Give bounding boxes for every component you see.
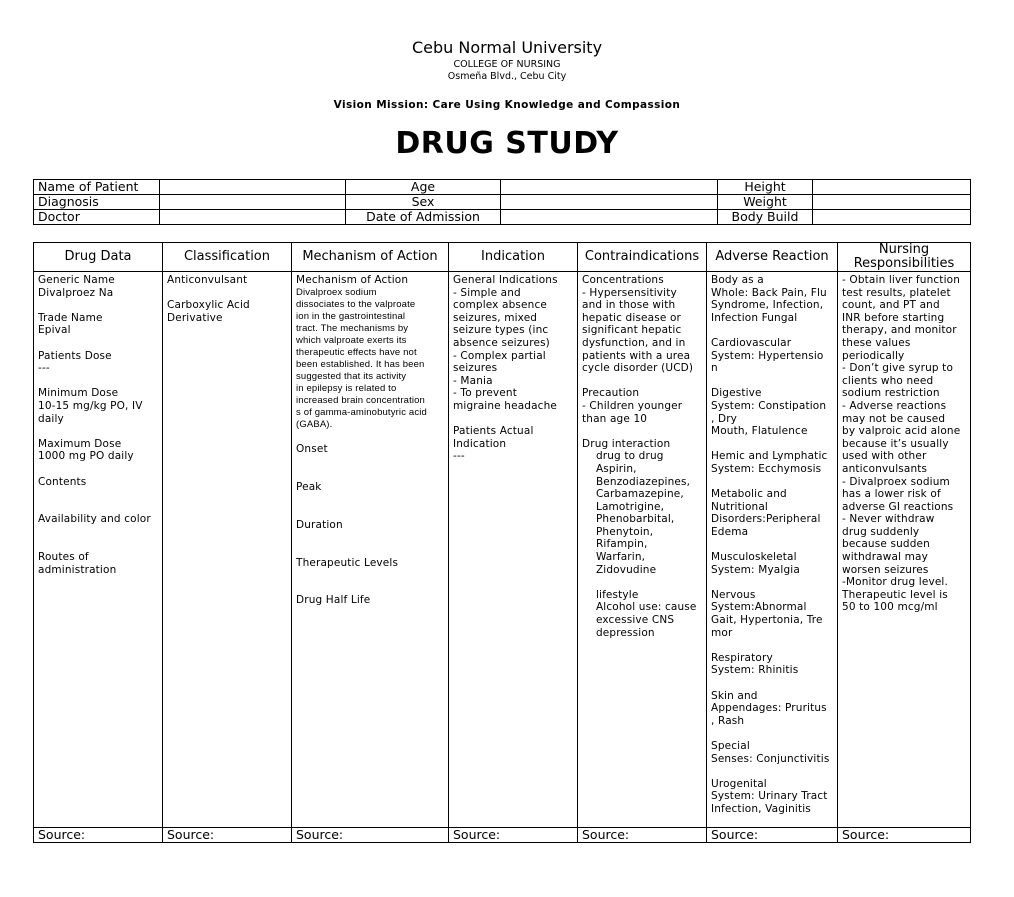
- weight-field[interactable]: [813, 195, 971, 210]
- column-header-mechanism: Mechanism of Action: [292, 243, 449, 272]
- cell-line: these values: [842, 336, 911, 349]
- body-build-field[interactable]: [813, 210, 971, 225]
- cell-line: in epilepsy is related to: [296, 382, 397, 394]
- height-label: Height: [718, 180, 813, 195]
- cell-line: periodically: [842, 349, 905, 362]
- cell-line: 10-15 mg/kg PO, IV: [38, 399, 143, 412]
- cell-line: therapeutic effects have not: [296, 346, 417, 358]
- cell-line: Cardiovascular: [711, 336, 792, 349]
- cell-line: Whole: Back Pain, Flu: [711, 286, 827, 299]
- cell-line: Anticonvulsant: [167, 274, 248, 286]
- cell-line: Divalproex sodium: [296, 286, 377, 298]
- cell-line: lifestyle: [582, 588, 639, 601]
- cell-line: Nutritional: [711, 500, 768, 513]
- cell-line: - Don’t give syrup to: [842, 362, 954, 375]
- cell-line: Aspirin,: [582, 462, 637, 475]
- cell-line: worsen seizures: [842, 563, 929, 576]
- cell-line: Urogenital: [711, 777, 767, 790]
- sex-field[interactable]: [501, 195, 718, 210]
- cell-line: clients who need: [842, 374, 934, 387]
- cell-line: - Simple and: [453, 286, 521, 299]
- cell-line: System: Ecchymosis: [711, 462, 822, 475]
- diagnosis-field[interactable]: [160, 195, 346, 210]
- cell-line: Lamotrigine,: [582, 500, 665, 513]
- cell-line: absence seizures): [453, 336, 550, 349]
- classification-cell[interactable]: [163, 272, 292, 828]
- cell-line: Phenytoin,: [582, 525, 654, 538]
- cell-line: administration: [38, 563, 117, 576]
- cell-line: Nervous: [711, 588, 756, 601]
- drug-data-cell[interactable]: [34, 272, 163, 828]
- cell-line: Trade Name: [38, 311, 103, 324]
- cell-line: Mouth, Flatulence: [711, 425, 808, 438]
- column-header-adverse-reaction: Adverse Reaction: [707, 243, 838, 272]
- cell-line: Infection Fungal: [711, 311, 798, 324]
- cell-line: Special: [711, 739, 750, 752]
- cell-line: increased brain concentration: [296, 394, 425, 406]
- cell-line: -Monitor drug level.: [842, 576, 948, 589]
- cell-line: Epival: [38, 324, 71, 337]
- cell-line: s of gamma-aminobutyric acid: [296, 406, 427, 418]
- page-title: DRUG STUDY: [395, 126, 619, 161]
- cell-line: - Obtain liver function: [842, 274, 961, 286]
- cell-line: seizures, mixed: [453, 311, 538, 324]
- column-header-nursing: Nursing Responsibilities: [838, 243, 971, 272]
- cell-line: migraine headache: [453, 399, 558, 412]
- cell-line: mor: [711, 626, 733, 639]
- cell-line: count, and PT and: [842, 299, 940, 312]
- cell-line: because it’s usually: [842, 437, 949, 450]
- cell-line: Digestive: [711, 387, 762, 400]
- cell-line: Benzodiazepines,: [582, 475, 691, 488]
- cell-line: been established. It has been: [296, 358, 425, 370]
- source-classification: Source:: [163, 828, 292, 843]
- cell-line: Therapeutic Levels: [296, 556, 399, 569]
- cell-line: which valproate exerts its: [296, 334, 407, 346]
- cell-line: [38, 425, 158, 438]
- contraindications-cell[interactable]: [578, 272, 707, 828]
- cell-line: - Mania: [453, 374, 493, 387]
- date-of-admission-label: Date of Admission: [346, 210, 501, 225]
- cell-line: [296, 494, 444, 507]
- cell-line: ion in the gastrointestinal: [296, 310, 406, 322]
- doctor-label: Doctor: [34, 210, 160, 225]
- mechanism-cell[interactable]: [292, 272, 449, 828]
- cell-line: may not be caused: [842, 412, 946, 425]
- cell-line: Generic Name: [38, 274, 115, 286]
- cell-line: [711, 727, 833, 740]
- cell-line: than age 10: [582, 412, 648, 425]
- cell-line: daily: [38, 412, 64, 425]
- cell-line: [296, 468, 444, 481]
- cell-line: drug suddenly: [842, 525, 920, 538]
- age-label: Age: [346, 180, 501, 195]
- cell-line: INR before starting: [842, 311, 945, 324]
- cell-line: and in those with: [582, 299, 676, 312]
- cell-line: Mechanism of Action: [296, 274, 409, 286]
- cell-line: Divalproez Na: [38, 286, 114, 299]
- patient-info-table: [33, 179, 971, 225]
- cell-line: [38, 337, 158, 350]
- cell-line: [582, 576, 702, 589]
- cell-line: [296, 531, 444, 544]
- cell-line: [296, 506, 444, 519]
- cell-line: Drug interaction: [582, 437, 671, 450]
- cell-line: Minimum Dose: [38, 387, 119, 400]
- weight-label: Weight: [718, 195, 813, 210]
- cell-line: System: Myalgia: [711, 563, 800, 576]
- cell-line: [711, 639, 833, 652]
- adverse-reaction-cell[interactable]: [707, 272, 838, 828]
- cell-line: adverse GI reactions: [842, 500, 954, 513]
- cell-line: Body as a: [711, 274, 764, 286]
- cell-line: Duration: [296, 518, 343, 531]
- cell-line: Carbamazepine,: [582, 488, 684, 501]
- cell-line: Maximum Dose: [38, 437, 122, 450]
- column-header-classification: Classification: [163, 243, 292, 272]
- cell-line: [296, 431, 444, 444]
- sex-label: Sex: [346, 195, 501, 210]
- cell-line: [38, 538, 158, 551]
- column-header-drug-data: Drug Data: [34, 243, 163, 272]
- cell-line: [38, 526, 158, 539]
- cell-line: General Indications: [453, 274, 558, 286]
- cell-line: Indication: [453, 437, 507, 450]
- cell-line: - Complex partial: [453, 349, 546, 362]
- cell-line: [711, 438, 833, 451]
- source-contraindications: Source:: [578, 828, 707, 843]
- doctor-field[interactable]: [160, 210, 346, 225]
- cell-line: dissociates to the valproate: [296, 298, 416, 310]
- cell-line: Patients Actual: [453, 425, 534, 438]
- column-header-indication: Indication: [449, 243, 578, 272]
- indication-cell[interactable]: [449, 272, 578, 828]
- cell-line: patients with a urea: [582, 349, 691, 362]
- university-name: Cebu Normal University: [411, 38, 603, 57]
- diagnosis-label: Diagnosis: [34, 195, 160, 210]
- cell-line: System:Abnormal: [711, 601, 807, 614]
- cell-line: [711, 375, 833, 388]
- cell-line: has a lower risk of: [842, 488, 941, 501]
- cell-line: Respiratory: [711, 651, 773, 664]
- cell-line: [582, 375, 702, 388]
- cell-line: anticonvulsants: [842, 462, 928, 475]
- cell-line: - Children younger: [582, 399, 683, 412]
- cell-line: [711, 324, 833, 337]
- cell-line: [711, 476, 833, 489]
- cell-line: Peak: [296, 480, 322, 493]
- cell-line: Therapeutic level is: [842, 588, 948, 601]
- address: Osmeña Blvd., Cebu City: [447, 71, 567, 82]
- age-field[interactable]: [501, 180, 718, 195]
- cell-line: Phenobarbital,: [582, 513, 675, 526]
- cell-line: Disorders:Peripheral: [711, 513, 821, 526]
- cell-line: ---: [38, 362, 50, 375]
- cell-line: , Dry: [711, 412, 738, 425]
- cell-line: [38, 501, 158, 514]
- cell-line: withdrawal may: [842, 551, 928, 564]
- cell-line: Rifampin,: [582, 538, 648, 551]
- cell-line: Zidovudine: [582, 563, 657, 576]
- column-header-contraindications: Contraindications: [578, 243, 707, 272]
- cell-line: 1000 mg PO daily: [38, 450, 134, 463]
- cell-line: [38, 488, 158, 501]
- cell-line: (GABA).: [296, 418, 333, 430]
- cell-line: [296, 582, 444, 595]
- cell-line: test results, platelet: [842, 286, 951, 299]
- cell-line: seizures: [453, 362, 498, 375]
- cell-line: Contents: [38, 475, 87, 488]
- cell-line: Gait, Hypertonia, Tre: [711, 614, 823, 627]
- source-drug-data: Source:: [34, 828, 163, 843]
- cell-line: Syndrome, Infection,: [711, 299, 824, 312]
- cell-line: Alcohol use: cause: [582, 601, 697, 614]
- cell-line: [296, 456, 444, 469]
- cell-line: , Rash: [711, 714, 745, 727]
- source-indication: Source:: [449, 828, 578, 843]
- cell-line: by valproic acid alone: [842, 425, 961, 438]
- source-adverse-reaction: Source:: [707, 828, 838, 843]
- cell-line: - Never withdraw: [842, 513, 935, 526]
- cell-line: [711, 765, 833, 778]
- cell-line: 50 to 100 mcg/ml: [842, 601, 938, 614]
- cell-line: dysfunction, and in: [582, 336, 686, 349]
- cell-line: System: Rhinitis: [711, 664, 799, 677]
- cell-line: [296, 569, 444, 582]
- cell-line: depression: [582, 626, 655, 639]
- cell-line: tract. The mechanisms by: [296, 322, 409, 334]
- cell-line: Warfarin,: [582, 551, 646, 564]
- cell-line: System: Hypertensio: [711, 349, 824, 362]
- name-of-patient-label: Name of Patient: [34, 180, 160, 195]
- source-nursing: Source:: [838, 828, 971, 843]
- name-of-patient-field[interactable]: [160, 180, 346, 195]
- cell-line: System: Constipation: [711, 399, 827, 412]
- date-of-admission-field[interactable]: [501, 210, 718, 225]
- cell-line: drug to drug: [582, 450, 664, 463]
- cell-line: used with other: [842, 450, 927, 463]
- cell-line: Hemic and Lymphatic: [711, 450, 828, 463]
- cell-line: [167, 287, 287, 300]
- cell-line: Carboxylic Acid: [167, 299, 250, 312]
- cell-line: hepatic disease or: [582, 311, 682, 324]
- cell-line: [711, 677, 833, 690]
- cell-line: because sudden: [842, 538, 930, 551]
- cell-line: [38, 463, 158, 476]
- cell-line: complex absence: [453, 299, 548, 312]
- cell-line: Metabolic and: [711, 488, 787, 501]
- cell-line: Patients Dose: [38, 349, 112, 362]
- cell-line: cycle disorder (UCD): [582, 362, 694, 375]
- cell-line: Derivative: [167, 311, 223, 324]
- cell-line: Precaution: [582, 387, 640, 400]
- cell-line: Edema: [711, 525, 749, 538]
- cell-line: significant hepatic: [582, 324, 682, 337]
- nursing-responsibilities-cell[interactable]: [838, 272, 971, 828]
- body-build-label: Body Build: [718, 210, 813, 225]
- cell-line: - Divalproex sodium: [842, 475, 950, 488]
- cell-line: Skin and: [711, 689, 758, 702]
- cell-line: ---: [453, 450, 465, 463]
- cell-line: Appendages: Pruritus: [711, 702, 827, 715]
- cell-line: - Hypersensitivity: [582, 286, 677, 299]
- cell-line: Availability and color: [38, 513, 151, 526]
- cell-line: - To prevent: [453, 387, 517, 400]
- cell-line: Musculoskeletal: [711, 551, 797, 564]
- cell-line: Drug Half Life: [296, 594, 371, 607]
- cell-line: System: Urinary Tract: [711, 790, 828, 803]
- cell-line: Onset: [296, 443, 328, 456]
- cell-line: [582, 425, 702, 438]
- college-name: COLLEGE OF NURSING: [453, 59, 561, 70]
- cell-line: [453, 413, 573, 426]
- cell-line: [711, 576, 833, 589]
- cell-line: suggested that its activity: [296, 370, 407, 382]
- cell-line: sodium restriction: [842, 387, 940, 400]
- cell-line: Infection, Vaginitis: [711, 802, 811, 815]
- cell-line: - Adverse reactions: [842, 399, 947, 412]
- drug-study-table: [33, 242, 971, 843]
- cell-line: seizure types (inc: [453, 324, 549, 337]
- cell-line: excessive CNS: [582, 614, 675, 627]
- height-field[interactable]: [813, 180, 971, 195]
- cell-line: [38, 299, 158, 312]
- cell-line: therapy, and monitor: [842, 324, 957, 337]
- cell-line: Concentrations: [582, 274, 664, 286]
- cell-line: [296, 544, 444, 557]
- source-mechanism: Source:: [292, 828, 449, 843]
- cell-line: n: [711, 362, 718, 375]
- cell-line: Routes of: [38, 551, 89, 564]
- cell-line: Senses: Conjunctivitis: [711, 752, 830, 765]
- vision-mission: Vision Mission: Care Using Knowledge and Compassion: [333, 99, 681, 111]
- cell-line: [38, 375, 158, 388]
- cell-line: [711, 538, 833, 551]
